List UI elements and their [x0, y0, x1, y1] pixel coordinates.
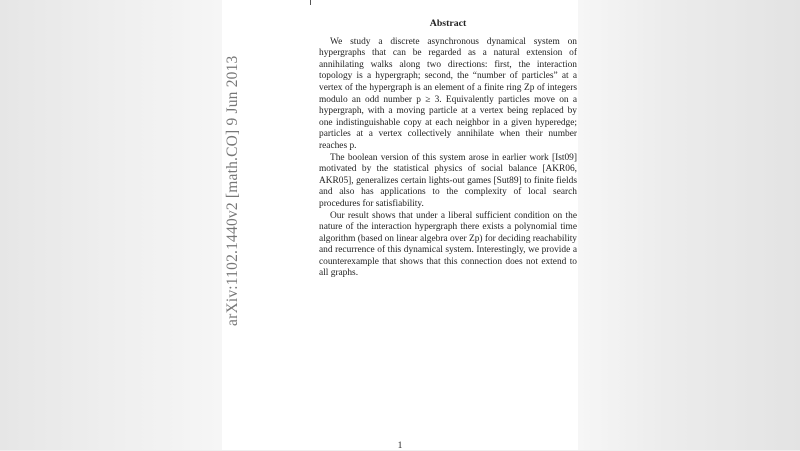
top-margin-mark — [310, 0, 311, 5]
arxiv-identifier-stamp: arXiv:1102.1440v2 [math.CO] 9 Jun 2013 — [224, 55, 241, 326]
document-page — [222, 0, 578, 450]
abstract-heading: Abstract — [429, 18, 467, 29]
viewer-background-right — [578, 0, 800, 450]
abstract-section — [319, 18, 577, 280]
abstract-paragraph-3: Our result shows that under a liberal sufficient condition on the nature of the interaction hypergraph there exists a polynomial time algorithm (based on linear algebra over Zp) for deciding reachability and recurrence of this dynamical system. Interestingly, we provide a counterexample that shows that this connection does not extend to all graphs. — [319, 210, 577, 279]
viewer-background-left — [0, 0, 222, 450]
abstract-paragraph-1: We study a discrete asynchronous dynamical system on hypergraphs that can be regarded as a natural extension of annihilating walks along two directions: first, the interaction topology is a hypergraph; second, the “number of particles” at a vertex of the hypergraph is an element of a finite ring Zp of integers modulo an odd number p ≥ 3. Equivalently particles move on a hypergraph, with a moving particle at a vertex being replaced by one indistinguishable copy at each neighbor in a given hyperedge; particles at a vertex collectively annihilate when their number reaches p. — [319, 36, 577, 151]
page-number: 1 — [397, 441, 403, 451]
abstract-paragraph-2: The boolean version of this system arose in earlier work [Ist09] motivated by the statistical physics of social balance [AKR06, AKR05], generalizes certain lights-out games [Sut89] to finite fields and also has applications to the complexity of local search procedures for satisfiability. — [319, 152, 577, 209]
